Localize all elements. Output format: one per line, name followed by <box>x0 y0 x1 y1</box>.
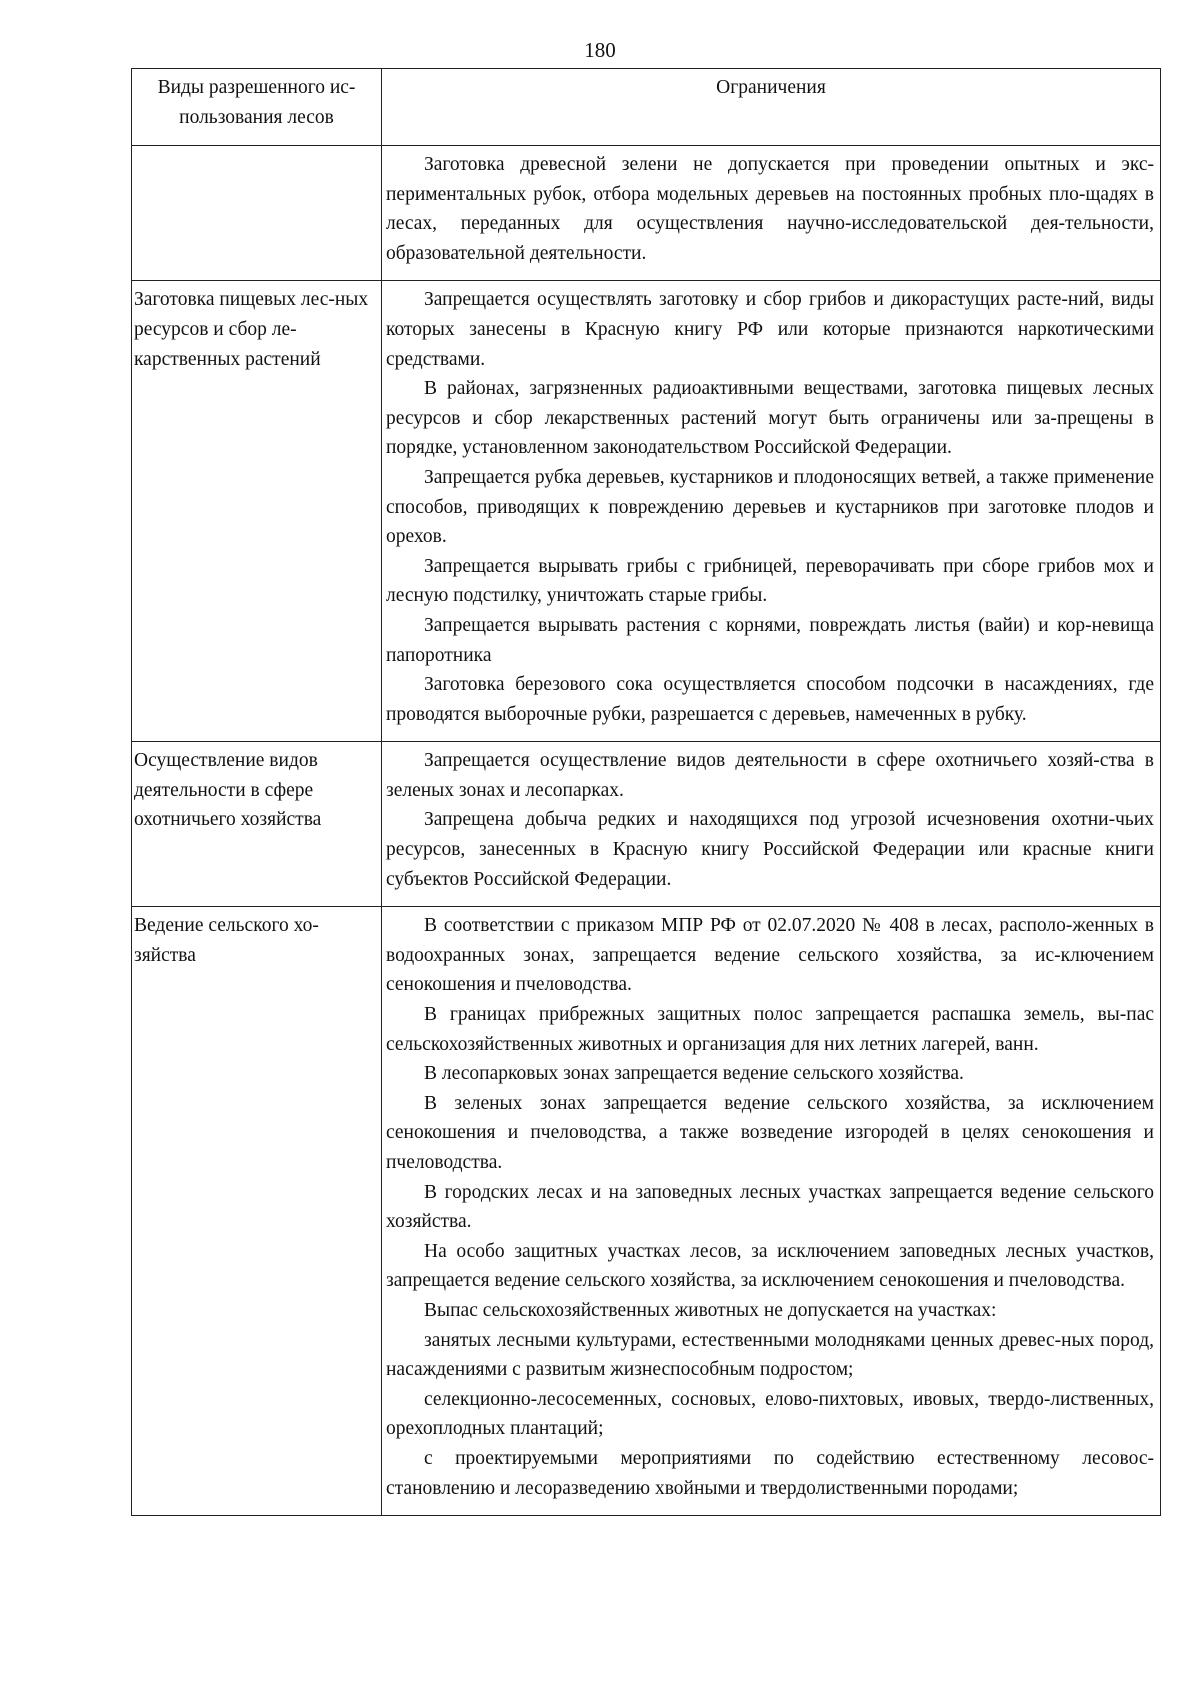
use-type-cell <box>132 281 382 742</box>
header-restrictions: Ограничения <box>382 69 1161 146</box>
restriction-paragraph: В зеленых зонах запрещается ведение сельского хозяйства, за исключением сенокошения и пчеловодства, а также возведение изгородей в целях сенокошения и пчеловодства. <box>386 1092 1154 1173</box>
restriction-paragraph: На особо защитных участках лесов, за исключением заповедных лесных участков, запрещается ведение сельского хозяйства, за исключением сенокошения и пчеловодства. <box>386 1240 1154 1292</box>
restrictions-cell <box>382 146 1161 281</box>
restriction-paragraph: Запрещается осуществление видов деятельности в сфере охотничьего хозяй-ства в зеленых зонах и лесопарках. <box>386 750 1154 801</box>
table-body <box>132 146 1161 1516</box>
restriction-paragraph: В городских лесах и на заповедных лесных участках запрещается ведение сельского хозяйства. <box>386 1181 1154 1233</box>
restriction-paragraph: В границах прибрежных защитных полос запрещается распашка земель, вы-пас сельскохозяйственных животных и организация для них летних лагерей, ванн. <box>386 1004 1154 1055</box>
restriction-paragraph: Запрещена добыча редких и находящихся под угрозой исчезновения охотни-чьих ресурсов, занесенных в Красную книгу Российской Федерации или красные книги субъектов Российской Федерации. <box>386 809 1154 890</box>
restriction-paragraph: Заготовка березового сока осуществляется способом подсочки в насаждениях, где проводятся выборочные рубки, разрешается с деревьев, намеченных в рубку. <box>386 674 1154 725</box>
restriction-paragraph: Заготовка древесной зелени не допускается при проведении опытных и экс-периментальных рубок, отбора модельных деревьев на постоянных пробных пло-щадях в лесах, переданных для осуществления научно-исследовательской дея-тельности, образовательной деятельности. <box>386 154 1154 264</box>
restriction-paragraph: В лесопарковых зонах запрещается ведение сельского хозяйства. <box>424 1063 964 1085</box>
restriction-paragraph: Запрещается вырывать растения с корнями, повреждать листья (вайи) и кор-невища папоротника <box>386 614 1154 666</box>
restriction-paragraph: Выпас сельскохозяйственных животных не допускается на участках: <box>424 1299 997 1321</box>
use-type-text: Осуществление видов деятельности в сфере охотничьего хозяйства <box>134 750 322 831</box>
table-row <box>132 742 1161 907</box>
restrictions-table <box>131 68 1161 1516</box>
page-number: 180 <box>584 38 616 62</box>
restrictions-cell <box>382 907 1161 1516</box>
restriction-paragraph: с проектируемыми мероприятиями по содействию естественному лесовос-становлению и лесоразведению хвойными и твердолиственными породами; <box>386 1447 1154 1499</box>
restriction-paragraph: Запрещается вырывать грибы с грибницей, переворачивать при сборе грибов мох и лесную подстилку, уничтожать старые грибы. <box>386 555 1154 607</box>
use-type-cell <box>132 146 382 281</box>
restrictions-cell <box>382 742 1161 907</box>
use-type-cell <box>132 742 382 907</box>
use-type-text: Заготовка пищевых лес-ных ресурсов и сбор ле-карственных растений <box>134 289 369 370</box>
use-type-cell <box>132 907 382 1516</box>
restriction-paragraph: занятых лесными культурами, естественными молодняками ценных древес-ных пород, насаждениями с развитым жизнеспособным подростом; <box>386 1329 1154 1381</box>
header-use-types: Виды разрешенного ис-пользования лесов <box>132 69 382 146</box>
restriction-paragraph: В соответствии с приказом МПР РФ от 02.07.2020 № 408 в лесах, располо-женных в водоохранных зонах, запрещается ведение сельского хозяйства, за ис-ключением сенокошения и пчеловодства. <box>386 915 1154 996</box>
restriction-paragraph: селекционно-лесосеменных, сосновых, елово-пихтовых, ивовых, твердо-лиственных, орехоплодных плантаций; <box>386 1388 1154 1440</box>
table-header-row <box>132 69 1161 146</box>
restriction-paragraph: В районах, загрязненных радиоактивными веществами, заготовка пищевых лесных ресурсов и сбор лекарственных растений могут быть ограничены или за-прещены в порядке, установленном законодательством Российской Федерации. <box>386 378 1154 459</box>
table-row <box>132 907 1161 1516</box>
restriction-paragraph: Запрещается осуществлять заготовку и сбор грибов и дикорастущих расте-ний, виды которых занесены в Красную книгу РФ или которые признаются наркотическими средствами. <box>386 289 1154 370</box>
table-row <box>132 146 1161 281</box>
table-row <box>132 281 1161 742</box>
restrictions-cell <box>382 281 1161 742</box>
restriction-paragraph: Запрещается рубка деревьев, кустарников и плодоносящих ветвей, а также применение способов, приводящих к повреждению деревьев и кустарников при заготовке плодов и орехов. <box>386 466 1154 548</box>
use-type-text: Ведение сельского хо-зяйства <box>134 915 319 966</box>
